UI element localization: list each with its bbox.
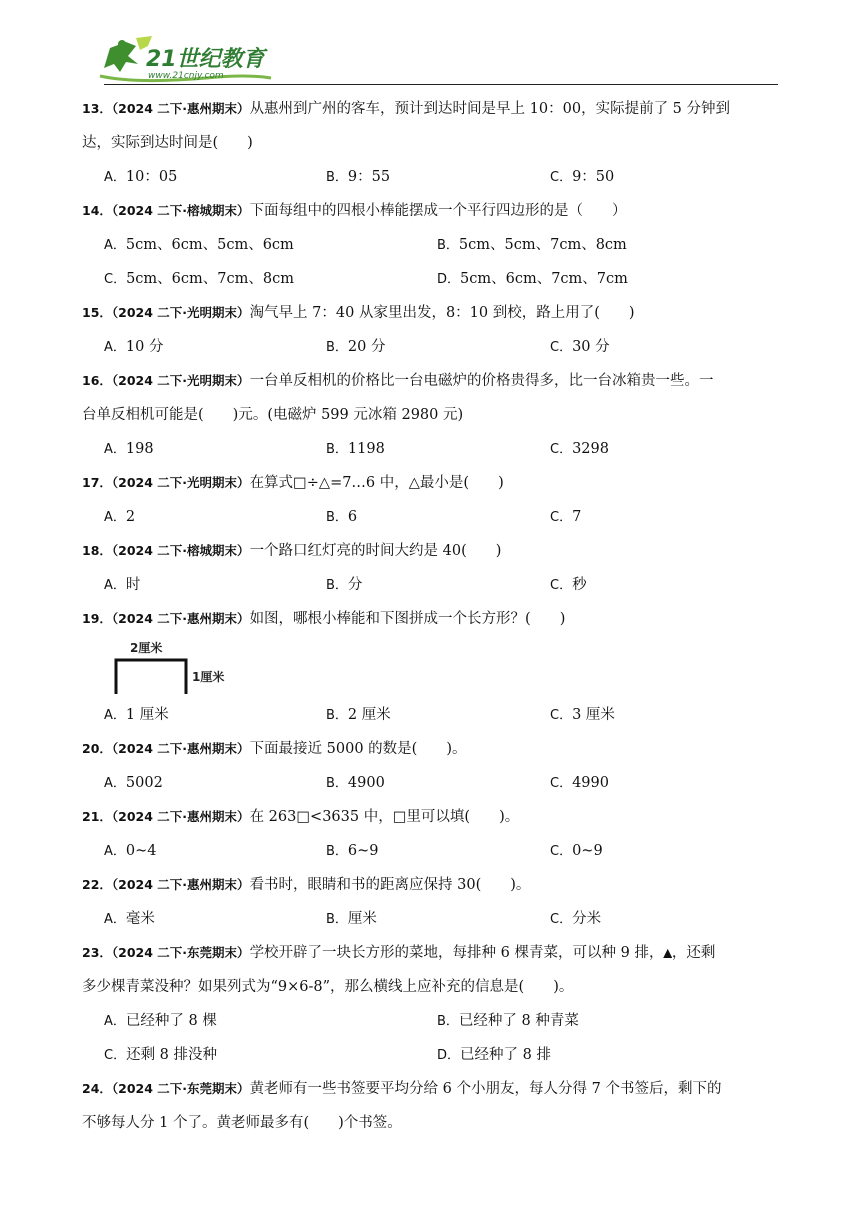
question-number: 15． <box>82 305 112 320</box>
question-17 <box>82 466 778 534</box>
options-row <box>82 432 778 466</box>
question-stem <box>82 800 778 834</box>
question-source: （2024 二下·榕城期末） <box>111 543 250 558</box>
options-row <box>82 330 778 364</box>
question-stem <box>82 602 778 636</box>
question-number: 14． <box>82 203 112 218</box>
option-b: B．6 <box>326 509 358 525</box>
option-b: B．9：55 <box>326 169 391 185</box>
options-row <box>82 1004 778 1038</box>
option-a: A．10：05 <box>104 169 178 185</box>
option-c: C．4990 <box>550 775 609 791</box>
triangle-blank-icon: ▲ <box>663 946 672 959</box>
question-text: 下面每组中的四根小棒能摆成一个平行四边形的是（ ） <box>249 203 627 219</box>
option-a: A．0~4 <box>104 843 157 859</box>
question-list <box>82 92 778 1140</box>
question-number: 21． <box>82 809 112 824</box>
question-22 <box>82 868 778 936</box>
side-length-label: 1厘米 <box>192 670 225 684</box>
question-stem <box>82 534 778 568</box>
question-text-continued: 台单反相机可能是( )元。(电磁炉 599 元冰箱 2980 元) <box>82 407 464 423</box>
question-stem <box>82 194 778 228</box>
option-c: C．3 厘米 <box>550 707 615 723</box>
option-b: B．已经种了 8 种青菜 <box>437 1013 579 1029</box>
question-number: 23． <box>82 945 112 960</box>
question-number: 19． <box>82 611 112 626</box>
question-number: 17． <box>82 475 112 490</box>
question-text-continued: 达，实际到达时间是( ) <box>82 135 253 151</box>
option-c: C．0~9 <box>550 843 603 859</box>
option-a: A．毫米 <box>104 911 155 927</box>
header-rule <box>104 84 778 85</box>
page-header <box>0 0 860 92</box>
options-row <box>82 160 778 194</box>
options-row <box>82 262 778 296</box>
options-row <box>82 228 778 262</box>
option-a: A．5cm、6cm、5cm、6cm <box>104 237 294 253</box>
question-text: 一台单反相机的价格比一台电磁炉的价格贵得多，比一台冰箱贵一些。一 <box>249 373 714 389</box>
option-c: C．9：50 <box>550 169 615 185</box>
question-number: 18． <box>82 543 112 558</box>
options-row <box>82 902 778 936</box>
question-source: （2024 二下·惠州期末） <box>111 611 250 626</box>
question-text-tail: ，还剩 <box>671 945 716 961</box>
question-20 <box>82 732 778 800</box>
question-stem <box>82 868 778 902</box>
question-text: 下面最接近 5000 的数是( )。 <box>249 741 467 757</box>
question-text: 黄老师有一些书签要平均分给 6 个小朋友，每人分得 7 个书签后，剩下的 <box>249 1081 722 1097</box>
question-source: （2024 二下·惠州期末） <box>111 877 250 892</box>
question-text-continued: 多少棵青菜没种？如果列式为“9×6-8”，那么横线上应补充的信息是( )。 <box>82 979 574 995</box>
option-a: A．1 厘米 <box>104 707 169 723</box>
question-source: （2024 二下·惠州期末） <box>111 809 250 824</box>
question-text: 在算式□÷△=7…6 中，△最小是( ) <box>249 475 504 491</box>
question-number: 20． <box>82 741 112 756</box>
logo-text: 21世纪教育 <box>146 47 265 72</box>
top-length-label: 2厘米 <box>130 641 163 655</box>
site-logo <box>96 34 296 86</box>
stick-diagram <box>110 636 250 696</box>
question-number: 24． <box>82 1081 112 1096</box>
question-23 <box>82 936 778 1072</box>
question-stem <box>82 364 778 398</box>
option-c: C．5cm、6cm、7cm、8cm <box>104 271 294 287</box>
question-19 <box>82 602 778 732</box>
question-15 <box>82 296 778 364</box>
question-source: （2024 二下·光明期末） <box>111 373 250 388</box>
question-13 <box>82 92 778 194</box>
options-row <box>82 568 778 602</box>
question-text: 学校开辟了一块长方形的菜地，每排种 6 棵青菜，可以种 9 排， <box>249 945 664 961</box>
options-row <box>82 766 778 800</box>
option-b: B．5cm、5cm、7cm、8cm <box>437 237 627 253</box>
question-source: （2024 二下·惠州期末） <box>111 741 250 756</box>
three-stick-shape <box>116 660 186 694</box>
options-row <box>82 1038 778 1072</box>
question-16 <box>82 364 778 466</box>
question-number: 22． <box>82 877 112 892</box>
option-b: B．20 分 <box>326 339 386 355</box>
option-a: A．已经种了 8 棵 <box>104 1013 217 1029</box>
question-24 <box>82 1072 778 1140</box>
question-stem <box>82 466 778 500</box>
option-c: C．3298 <box>550 441 609 457</box>
question-stem <box>82 732 778 766</box>
question-text: 看书时，眼睛和书的距离应保持 30( )。 <box>249 877 531 893</box>
option-b: B．6~9 <box>326 843 379 859</box>
question-source: （2024 二下·东莞期末） <box>111 1081 250 1096</box>
option-b: B．2 厘米 <box>326 707 391 723</box>
option-a: A．时 <box>104 577 141 593</box>
question-stem <box>82 92 778 126</box>
question-source: （2024 二下·光明期末） <box>111 305 250 320</box>
option-d: D．5cm、6cm、7cm、7cm <box>437 271 628 287</box>
option-b: B．厘米 <box>326 911 377 927</box>
options-row <box>82 834 778 868</box>
question-18 <box>82 534 778 602</box>
option-b: B．1198 <box>326 441 385 457</box>
option-a: A．10 分 <box>104 339 164 355</box>
question-stem <box>82 1072 778 1106</box>
option-c: C．还剩 8 排没种 <box>104 1047 218 1063</box>
option-c: C．7 <box>550 509 582 525</box>
question-14 <box>82 194 778 296</box>
options-row <box>82 698 778 732</box>
option-b: B．分 <box>326 577 363 593</box>
question-source: （2024 二下·东莞期末） <box>111 945 250 960</box>
question-text: 淘气早上 7：40 从家里出发，8：10 到校，路上用了( ) <box>249 305 635 321</box>
question-source: （2024 二下·惠州期末） <box>111 101 250 116</box>
logo-subtext: www.21cnjy.com <box>148 71 224 81</box>
question-text: 在 263□<3635 中，□里可以填( )。 <box>249 809 520 825</box>
question-text: 如图，哪根小棒能和下图拼成一个长方形？( ) <box>249 611 566 627</box>
question-21 <box>82 800 778 868</box>
question-text-continued: 不够每人分 1 个了。黄老师最多有( )个书签。 <box>82 1115 402 1131</box>
question-number: 13． <box>82 101 112 116</box>
options-row <box>82 500 778 534</box>
question-number: 16． <box>82 373 112 388</box>
option-b: B．4900 <box>326 775 385 791</box>
option-a: A．5002 <box>104 775 163 791</box>
question-stem <box>82 296 778 330</box>
question-stem <box>82 936 778 970</box>
stick-figure <box>82 636 778 698</box>
option-c: C．秒 <box>550 577 587 593</box>
option-d: D．已经种了 8 排 <box>437 1047 551 1063</box>
option-c: C．30 分 <box>550 339 610 355</box>
question-source: （2024 二下·榕城期末） <box>111 203 250 218</box>
option-c: C．分米 <box>550 911 602 927</box>
question-text: 从惠州到广州的客车，预计到达时间是早上 10：00，实际提前了 5 分钟到 <box>249 101 731 117</box>
option-a: A．198 <box>104 441 154 457</box>
option-a: A．2 <box>104 509 136 525</box>
question-text: 一个路口红灯亮的时间大约是 40( ) <box>249 543 502 559</box>
question-source: （2024 二下·光明期末） <box>111 475 250 490</box>
